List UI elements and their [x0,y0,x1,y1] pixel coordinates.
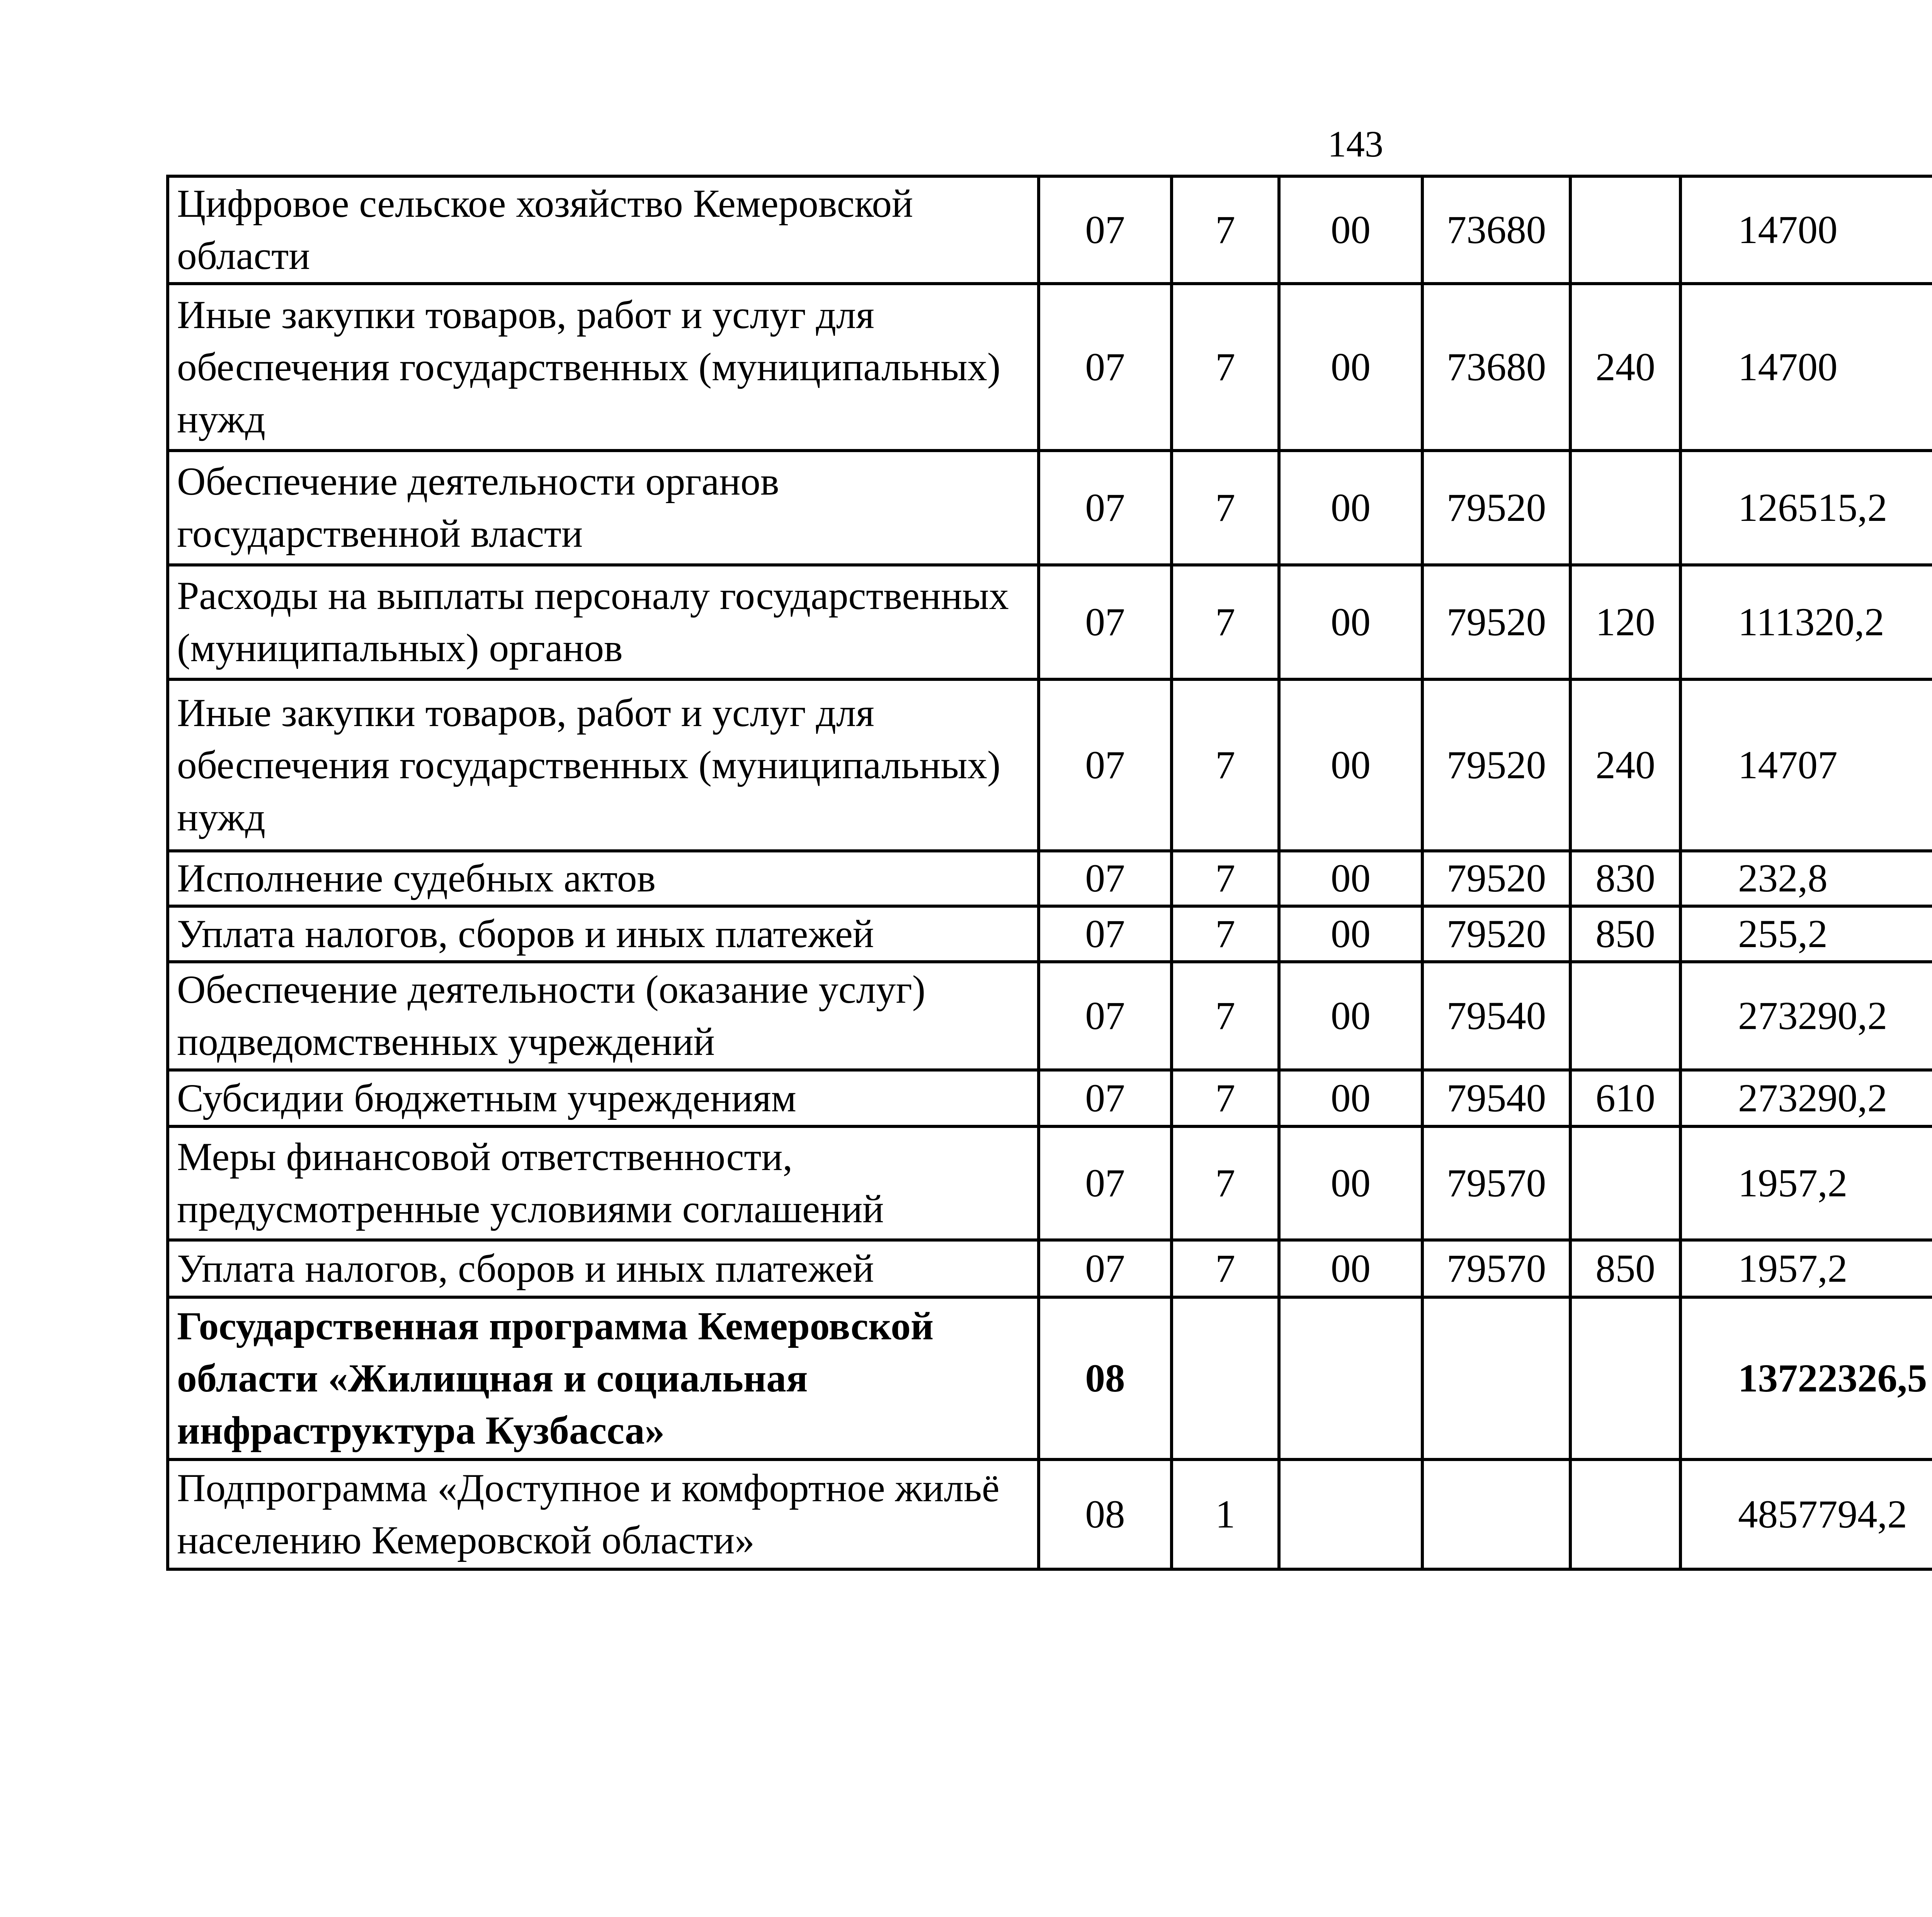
direction-code-cell [1422,1459,1570,1569]
element-code-cell: 00 [1279,962,1422,1070]
direction-code-cell: 73680 [1422,176,1570,284]
subprogram-code-cell: 7 [1172,962,1279,1070]
expense-type-cell [1570,1297,1680,1459]
table-row [168,906,1932,962]
direction-code-cell: 79520 [1422,565,1570,679]
subprogram-code-cell: 7 [1172,851,1279,906]
program-code-cell: 07 [1039,962,1172,1070]
row-name-cell: Расходы на выплаты персоналу государственных (муниципальных) органов [168,565,1039,679]
table-row [168,284,1932,451]
program-code-cell: 07 [1039,851,1172,906]
table-row [168,451,1932,565]
direction-code-cell: 79520 [1422,851,1570,906]
element-code-cell: 00 [1279,679,1422,851]
amount-year1-cell: 273290,2 [1680,962,1932,1070]
program-code-cell: 07 [1039,451,1172,565]
program-code-cell: 08 [1039,1297,1172,1459]
table-row [168,1240,1932,1297]
element-code-cell: 00 [1279,1070,1422,1126]
amount-year1-cell: 232,8 [1680,851,1932,906]
table-row [168,1459,1932,1569]
program-code-cell: 07 [1039,565,1172,679]
page-number: 143 [1328,123,1383,165]
element-code-cell [1279,1459,1422,1569]
subprogram-code-cell: 7 [1172,679,1279,851]
subprogram-code-cell: 7 [1172,176,1279,284]
row-name-cell: Субсидии бюджетным учреждениям [168,1070,1039,1126]
direction-code-cell: 79520 [1422,679,1570,851]
subprogram-code-cell: 7 [1172,906,1279,962]
expense-type-cell: 610 [1570,1070,1680,1126]
subprogram-code-cell: 7 [1172,1240,1279,1297]
amount-year1-cell: 14700 [1680,176,1932,284]
program-code-cell: 08 [1039,1459,1172,1569]
program-code-cell: 07 [1039,176,1172,284]
row-name-cell: Цифровое сельское хозяйство Кемеровской области [168,176,1039,284]
direction-code-cell: 73680 [1422,284,1570,451]
program-code-cell: 07 [1039,1070,1172,1126]
expense-type-cell: 120 [1570,565,1680,679]
table-row [168,962,1932,1070]
subprogram-code-cell: 7 [1172,565,1279,679]
budget-table [166,175,1932,1571]
row-name-cell: Иные закупки товаров, работ и услуг для обеспечения государственных (муниципальных) нужд [168,284,1039,451]
table-row [168,1070,1932,1126]
program-code-cell: 07 [1039,679,1172,851]
direction-code-cell: 79520 [1422,451,1570,565]
row-name-cell: Меры финансовой ответственности, предусмотренные условиями соглашений [168,1126,1039,1240]
element-code-cell: 00 [1279,1126,1422,1240]
element-code-cell [1279,1297,1422,1459]
expense-type-cell: 850 [1570,1240,1680,1297]
row-name-cell: Подпрограмма «Доступное и комфортное жильё населению Кемеровской области» [168,1459,1039,1569]
expense-type-cell [1570,1126,1680,1240]
row-name-cell: Государственная программа Кемеровской области «Жилищная и социальная инфраструктура Кузбасса» [168,1297,1039,1459]
row-name-cell: Уплата налогов, сборов и иных платежей [168,906,1039,962]
table-row [168,679,1932,851]
row-name-cell: Иные закупки товаров, работ и услуг для обеспечения государственных (муниципальных) нужд [168,679,1039,851]
amount-year1-cell: 273290,2 [1680,1070,1932,1126]
amount-year1-cell: 14700 [1680,284,1932,451]
amount-year1-cell: 1957,2 [1680,1126,1932,1240]
table-row [168,1297,1932,1459]
table-row [168,176,1932,284]
program-code-cell: 07 [1039,284,1172,451]
row-name-cell: Обеспечение деятельности (оказание услуг) подведомственных учреждений [168,962,1039,1070]
table-row [168,1126,1932,1240]
program-code-cell: 07 [1039,1240,1172,1297]
expense-type-cell [1570,451,1680,565]
direction-code-cell [1422,1297,1570,1459]
element-code-cell: 00 [1279,1240,1422,1297]
amount-year1-cell: 4857794,2 [1680,1459,1932,1569]
program-code-cell: 07 [1039,906,1172,962]
row-name-cell: Исполнение судебных актов [168,851,1039,906]
element-code-cell: 00 [1279,906,1422,962]
subprogram-code-cell: 7 [1172,451,1279,565]
subprogram-code-cell: 1 [1172,1459,1279,1569]
table-row [168,565,1932,679]
program-code-cell: 07 [1039,1126,1172,1240]
amount-year1-cell: 13722326,5 [1680,1297,1932,1459]
subprogram-code-cell: 7 [1172,1126,1279,1240]
subprogram-code-cell: 7 [1172,1070,1279,1126]
subprogram-code-cell [1172,1297,1279,1459]
direction-code-cell: 79540 [1422,962,1570,1070]
direction-code-cell: 79540 [1422,1070,1570,1126]
direction-code-cell: 79520 [1422,906,1570,962]
subprogram-code-cell: 7 [1172,284,1279,451]
direction-code-cell: 79570 [1422,1240,1570,1297]
element-code-cell: 00 [1279,176,1422,284]
amount-year1-cell: 111320,2 [1680,565,1932,679]
amount-year1-cell: 126515,2 [1680,451,1932,565]
expense-type-cell: 850 [1570,906,1680,962]
table-row [168,851,1932,906]
element-code-cell: 00 [1279,451,1422,565]
amount-year1-cell: 1957,2 [1680,1240,1932,1297]
expense-type-cell [1570,962,1680,1070]
amount-year1-cell: 255,2 [1680,906,1932,962]
row-name-cell: Уплата налогов, сборов и иных платежей [168,1240,1039,1297]
amount-year1-cell: 14707 [1680,679,1932,851]
element-code-cell: 00 [1279,565,1422,679]
row-name-cell: Обеспечение деятельности органов государственной власти [168,451,1039,565]
direction-code-cell: 79570 [1422,1126,1570,1240]
element-code-cell: 00 [1279,851,1422,906]
table-body [168,176,1932,1569]
expense-type-cell: 240 [1570,284,1680,451]
expense-type-cell [1570,1459,1680,1569]
expense-type-cell: 830 [1570,851,1680,906]
expense-type-cell: 240 [1570,679,1680,851]
element-code-cell: 00 [1279,284,1422,451]
expense-type-cell [1570,176,1680,284]
